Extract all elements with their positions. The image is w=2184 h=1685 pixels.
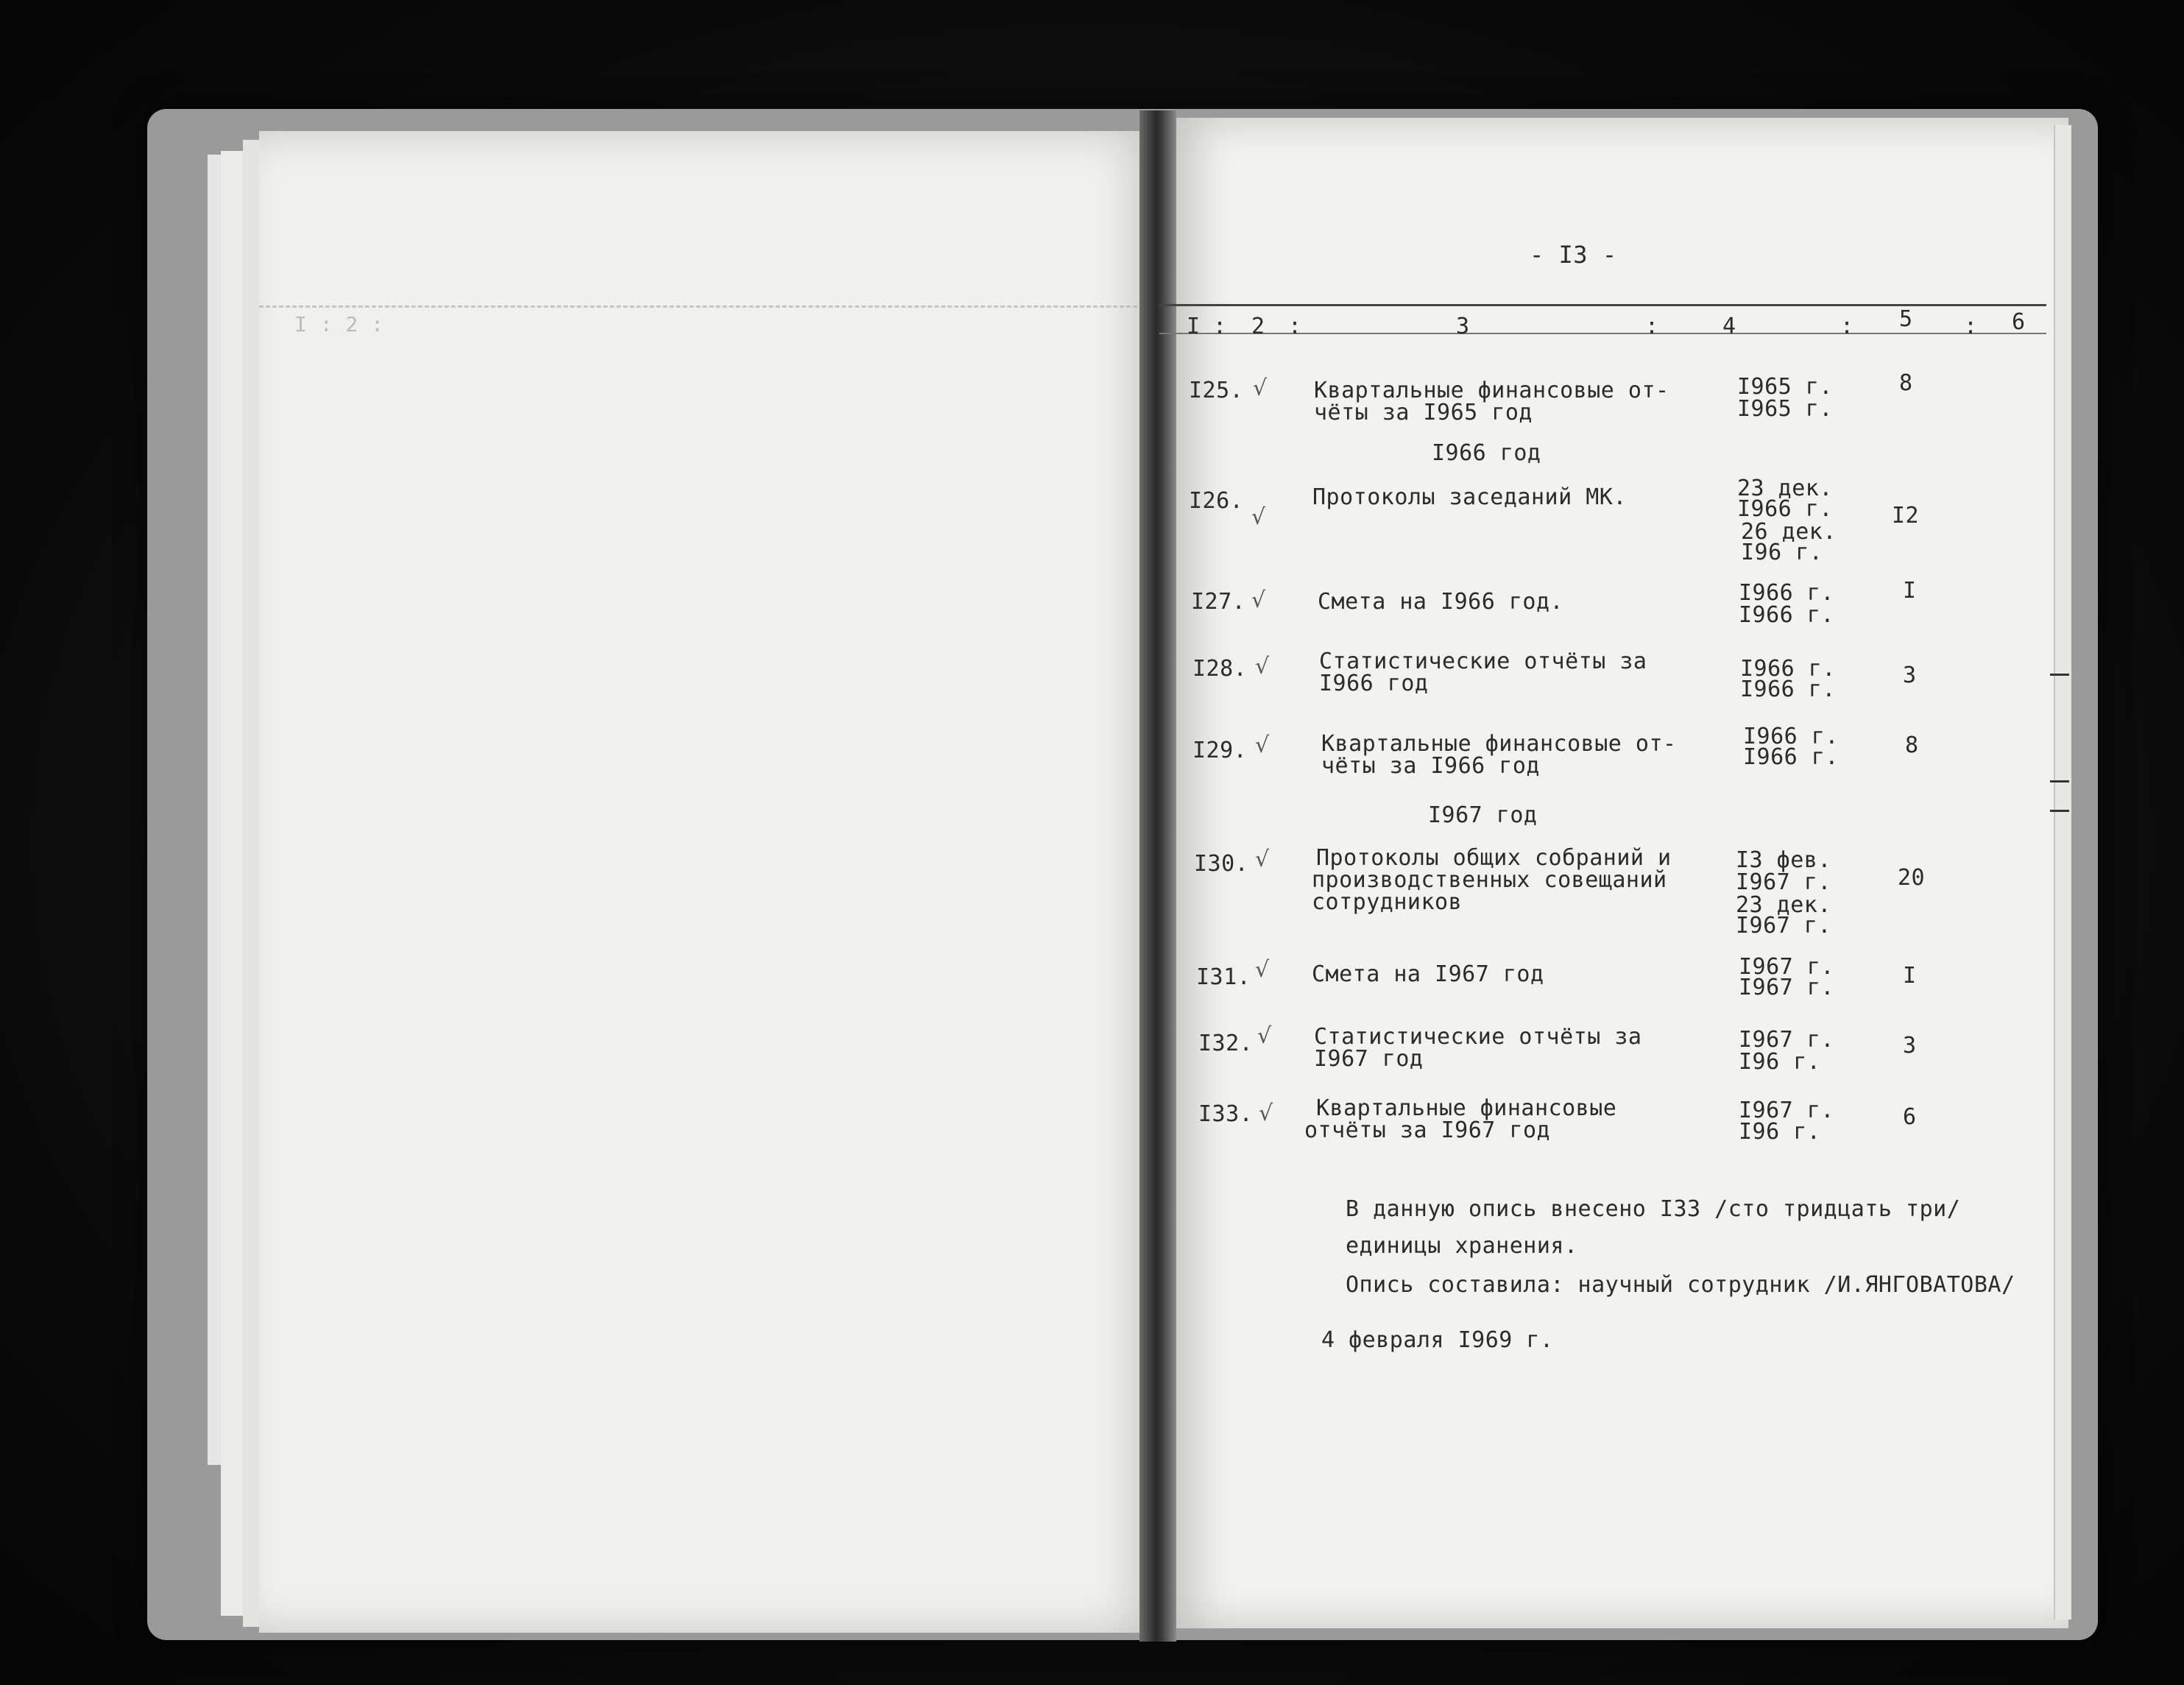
row-date2: I965 г. bbox=[1737, 396, 1833, 422]
row-count: 20 bbox=[1898, 865, 1926, 891]
checkmark-icon: √ bbox=[1259, 1101, 1273, 1126]
page-number: - I3 - bbox=[1530, 241, 1617, 269]
row-date1: I3 фев. bbox=[1736, 847, 1831, 873]
column-separator: : bbox=[1288, 314, 1302, 339]
column-separator: : bbox=[1964, 314, 1978, 339]
row-number: I26. bbox=[1189, 488, 1244, 514]
column-separator: : bbox=[1645, 314, 1659, 339]
row-count: I bbox=[1903, 578, 1917, 604]
checkmark-icon: √ bbox=[1251, 587, 1266, 613]
row-date2: I96 г. bbox=[1739, 1119, 1821, 1145]
row-number: I30. bbox=[1194, 851, 1249, 877]
column-header-2: 2 bbox=[1251, 314, 1265, 339]
row-title-line1: Квартальные финансовые bbox=[1316, 1095, 1617, 1121]
row-title-line1: Протоколы заседаний МК. bbox=[1312, 484, 1627, 510]
row-date2: I966 г. bbox=[1737, 496, 1833, 522]
checkmark-icon: √ bbox=[1257, 1023, 1272, 1049]
row-date2: I966 г. bbox=[1743, 744, 1839, 770]
row-date1: I966 г. bbox=[1743, 724, 1839, 749]
book-spine bbox=[1139, 110, 1176, 1642]
row-count: I bbox=[1903, 963, 1917, 989]
footer-date: 4 февраля I969 г. bbox=[1321, 1327, 1554, 1353]
row-title-line1: Квартальные финансовые от- bbox=[1314, 378, 1669, 403]
row-title-line3: сотрудников bbox=[1312, 889, 1463, 915]
footer-compiler-line: Опись составила: научный сотрудник /И.ЯНГОВАТОВА/ bbox=[1346, 1272, 2015, 1298]
left-header-fragment: I : 2 : bbox=[294, 312, 384, 336]
row-count: 6 bbox=[1903, 1104, 1917, 1130]
row-title-line1: Статистические отчёты за bbox=[1319, 649, 1647, 674]
left-page-faded-rule bbox=[259, 305, 1157, 308]
row-date3: 26 дек. bbox=[1741, 519, 1837, 545]
row-date2: I967 г. bbox=[1739, 975, 1834, 1000]
footer-summary-line1: В данную опись внесено I33 /сто тридцать три/ bbox=[1346, 1196, 1961, 1222]
checkmark-icon: √ bbox=[1255, 654, 1270, 679]
column-separator: : bbox=[1840, 314, 1854, 339]
row-title-line1: Квартальные финансовые от- bbox=[1321, 731, 1677, 757]
row-date4: I96 г. bbox=[1741, 540, 1823, 565]
column-header-4: 4 bbox=[1722, 314, 1736, 339]
row-date1: I967 г. bbox=[1739, 954, 1834, 980]
checkmark-icon: √ bbox=[1255, 732, 1270, 758]
row-date2: I966 г. bbox=[1739, 602, 1834, 628]
row-number: I29. bbox=[1192, 738, 1248, 763]
row-number: I33. bbox=[1198, 1101, 1254, 1127]
left-page bbox=[259, 131, 1157, 1633]
table-header-rule-top bbox=[1159, 304, 2046, 306]
row-title-line2: I967 год bbox=[1314, 1046, 1424, 1072]
edge-mark bbox=[2050, 810, 2069, 812]
column-header-6: 6 bbox=[2012, 309, 2026, 335]
year-header: I967 год bbox=[1428, 802, 1538, 828]
row-date1: I966 г. bbox=[1739, 580, 1834, 606]
column-header-3: 3 bbox=[1456, 314, 1470, 339]
right-page-edges bbox=[2054, 125, 2071, 1619]
checkmark-icon: √ bbox=[1255, 847, 1270, 872]
row-date2: I96 г. bbox=[1739, 1049, 1821, 1075]
row-title-line2: чёты за I966 год bbox=[1321, 753, 1540, 779]
row-title-line1: Протоколы общих собраний и bbox=[1316, 845, 1672, 871]
row-count: I2 bbox=[1892, 503, 1920, 529]
edge-mark bbox=[2050, 674, 2069, 676]
row-number: I27. bbox=[1191, 589, 1246, 615]
row-number: I32. bbox=[1198, 1031, 1254, 1056]
row-count: 3 bbox=[1903, 1033, 1917, 1059]
row-date1: I965 г. bbox=[1737, 374, 1833, 400]
row-number: I25. bbox=[1189, 378, 1244, 403]
row-count: 8 bbox=[1905, 732, 1919, 758]
row-title-line1: Смета на I967 год bbox=[1312, 961, 1544, 987]
row-date2: I967 г. bbox=[1736, 869, 1831, 895]
edge-mark bbox=[2050, 780, 2069, 783]
row-date1: I966 г. bbox=[1740, 656, 1836, 682]
row-title-line2: чёты за I965 год bbox=[1314, 400, 1533, 425]
checkmark-icon: √ bbox=[1251, 504, 1266, 530]
row-date1: I967 г. bbox=[1739, 1027, 1834, 1053]
year-header: I966 год bbox=[1432, 440, 1541, 466]
row-count: 3 bbox=[1903, 663, 1917, 688]
row-date2: I966 г. bbox=[1740, 677, 1836, 702]
column-header-1: I bbox=[1187, 314, 1201, 339]
footer-summary-line2: единицы хранения. bbox=[1346, 1233, 1578, 1259]
column-header-5: 5 bbox=[1899, 306, 1913, 332]
column-separator: : bbox=[1213, 314, 1227, 339]
row-date4: I967 г. bbox=[1736, 913, 1831, 939]
row-title-line2: производственных совещаний bbox=[1312, 867, 1667, 893]
row-number: I28. bbox=[1192, 656, 1248, 682]
row-date1: 23 дек. bbox=[1737, 476, 1833, 501]
row-count: 8 bbox=[1899, 370, 1913, 396]
checkmark-icon: √ bbox=[1255, 957, 1270, 983]
checkmark-icon: √ bbox=[1253, 375, 1268, 401]
row-title-line1: Статистические отчёты за bbox=[1314, 1024, 1642, 1050]
row-title-line2: I966 год bbox=[1319, 671, 1429, 696]
row-title-line1: Смета на I966 год. bbox=[1318, 589, 1564, 615]
row-number: I31. bbox=[1196, 964, 1251, 990]
row-date3: 23 дек. bbox=[1736, 892, 1831, 918]
row-date1: I967 г. bbox=[1739, 1098, 1834, 1123]
row-title-line2: отчёты за I967 год bbox=[1304, 1117, 1551, 1143]
